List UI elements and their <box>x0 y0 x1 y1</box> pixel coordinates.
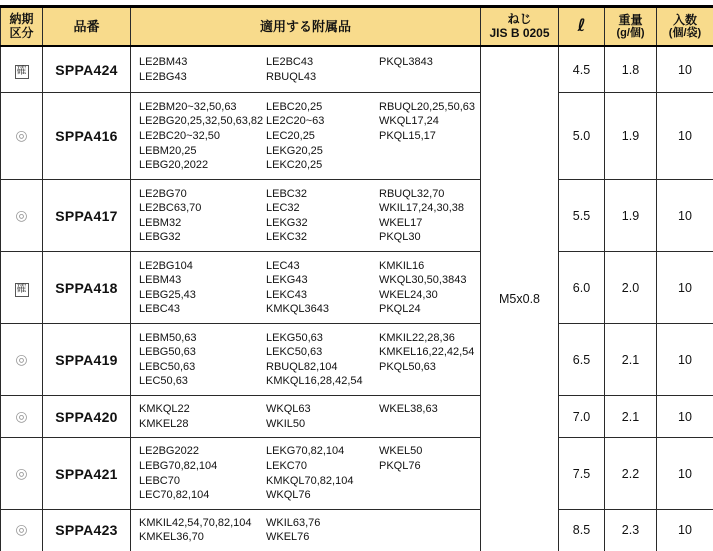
accessory-columns <box>131 253 480 323</box>
delivery-mark: 確 <box>16 283 27 295</box>
delivery-mark-cell <box>1 509 43 551</box>
weight-value: 1.8 <box>605 46 657 93</box>
delivery-mark-cell <box>1 46 43 93</box>
qty-value: 10 <box>657 180 713 252</box>
accessory-item: LEKC32 <box>266 231 307 244</box>
delivery-mark-cell <box>1 180 43 252</box>
delivery-mark: ◎ <box>15 206 28 223</box>
delivery-mark: ◎ <box>15 464 28 481</box>
weight-value: 1.9 <box>605 93 657 180</box>
accessory-column <box>139 402 266 431</box>
accessory-item: KMKIL16 <box>379 259 425 272</box>
col-header-qty-line2: (個/袋) <box>668 26 702 39</box>
weight-value: 2.1 <box>605 396 657 438</box>
accessory-item: WKQL17,24 <box>379 115 439 128</box>
qty-value: 10 <box>657 252 713 324</box>
table-row <box>1 324 713 396</box>
accessories-cell <box>131 396 481 438</box>
accessory-item: LEKG32 <box>266 216 308 229</box>
qty-value: 10 <box>657 438 713 509</box>
accessory-item: LEBM32 <box>139 216 182 229</box>
accessory-item: KMKIL22,28,36 <box>379 331 455 344</box>
accessory-item: LE2BG43 <box>139 70 187 83</box>
accessory-item: LEC70,82,104 <box>139 489 210 502</box>
accessory-item: WKQL63 <box>266 403 311 416</box>
accessory-item: RBUQL82,104 <box>266 360 338 373</box>
accessory-item: LEKG70,82,104 <box>266 445 345 458</box>
accessory-item: LE2BG20,25,32,50,63,82 <box>139 115 264 128</box>
accessory-column <box>266 402 379 431</box>
accessory-item: RBUQL20,25,50,63 <box>379 100 476 113</box>
accessory-column <box>266 100 379 173</box>
accessory-item: LEKC50,63 <box>266 346 323 359</box>
accessory-item: KMKQL16,28,42,54 <box>266 375 363 388</box>
accessory-column <box>139 516 266 545</box>
accessory-column <box>266 331 379 389</box>
accessory-item: PKQL30 <box>379 231 421 244</box>
col-header-screw-line2: JIS B 0205 <box>489 26 550 41</box>
accessory-item: WKEL50 <box>379 445 423 458</box>
col-header-screw-line1: ねじ <box>507 12 532 26</box>
accessory-item: LEBM20,25 <box>139 144 197 157</box>
accessory-columns <box>131 396 480 437</box>
delivery-mark: ◎ <box>15 127 28 144</box>
part-number: SPPA418 <box>43 252 131 324</box>
accessory-column <box>379 402 478 431</box>
accessory-column <box>379 259 478 317</box>
accessories-cell <box>131 324 481 396</box>
accessory-item: PKQL50,63 <box>379 360 436 373</box>
accessory-column <box>139 55 266 84</box>
table-row <box>1 93 713 180</box>
accessory-column <box>379 55 478 84</box>
accessory-item: LEC43 <box>266 259 300 272</box>
delivery-mark-cell <box>1 252 43 324</box>
accessory-item: LEKG43 <box>266 274 308 287</box>
accessory-item: WKEL76 <box>266 531 310 544</box>
accessory-columns <box>131 94 480 179</box>
col-header-delivery <box>1 7 43 46</box>
length-value: 6.5 <box>559 324 605 396</box>
length-value: 6.0 <box>559 252 605 324</box>
length-value: 7.0 <box>559 396 605 438</box>
accessory-item: LEBM50,63 <box>139 331 197 344</box>
part-number: SPPA421 <box>43 438 131 509</box>
accessory-column <box>266 259 379 317</box>
length-value: 5.5 <box>559 180 605 252</box>
accessory-item: PKQL24 <box>379 303 421 316</box>
accessory-item: LE2BG2022 <box>139 445 199 458</box>
accessories-cell <box>131 180 481 252</box>
table-row <box>1 396 713 438</box>
accessory-item: LEBG25,43 <box>139 288 196 301</box>
col-header-part-no: 品番 <box>43 7 131 46</box>
accessory-item: LEKC70 <box>266 460 307 473</box>
accessories-cell <box>131 509 481 551</box>
col-header-accessories: 適用する附属品 <box>131 7 481 46</box>
accessory-item: LE2BC20~32,50 <box>139 129 221 142</box>
accessory-item: KMKQL70,82,104 <box>266 474 354 487</box>
accessory-item: LE2BG104 <box>139 259 193 272</box>
weight-value: 2.0 <box>605 252 657 324</box>
delivery-mark: ◎ <box>15 350 28 367</box>
table-row <box>1 180 713 252</box>
accessory-columns <box>131 49 480 90</box>
accessory-item: LEBM43 <box>139 274 182 287</box>
part-number: SPPA419 <box>43 324 131 396</box>
accessory-item: LEC20,25 <box>266 129 315 142</box>
table-body <box>1 46 713 551</box>
accessory-item: WKIL63,76 <box>266 516 321 529</box>
accessory-item: PKQL3843 <box>379 55 433 68</box>
col-header-weight-line2: (g/個) <box>616 26 645 39</box>
accessory-column <box>139 444 266 502</box>
accessory-item: RBUQL32,70 <box>379 187 445 200</box>
accessory-columns <box>131 181 480 251</box>
col-header-weight-line1: 重量 <box>618 12 643 27</box>
accessory-item: PKQL76 <box>379 460 421 473</box>
part-number: SPPA416 <box>43 93 131 180</box>
accessory-item: WKEL17 <box>379 216 423 229</box>
accessory-item: WKIL50 <box>266 417 306 430</box>
accessory-columns <box>131 510 480 551</box>
accessory-item: LEBG20,2022 <box>139 159 209 172</box>
accessory-item: LE2BM20~32,50,63 <box>139 100 237 113</box>
table-row <box>1 509 713 551</box>
delivery-mark: ◎ <box>15 521 28 538</box>
accessory-item: LEKC20,25 <box>266 159 323 172</box>
col-header-length: ℓ <box>559 7 605 46</box>
table-row <box>1 438 713 509</box>
accessory-item: LEBC50,63 <box>139 360 196 373</box>
accessory-item: KMKIL42,54,70,82,104 <box>139 516 252 529</box>
accessory-item: LEBC20,25 <box>266 100 323 113</box>
delivery-mark-cell <box>1 324 43 396</box>
accessory-item: KMKEL16,22,42,54 <box>379 346 475 359</box>
weight-value: 2.2 <box>605 438 657 509</box>
part-number: SPPA420 <box>43 396 131 438</box>
accessory-item: WKEL38,63 <box>379 403 438 416</box>
accessory-item: WKQL30,50,3843 <box>379 274 467 287</box>
accessory-item: RBUQL43 <box>266 70 317 83</box>
length-value: 8.5 <box>559 509 605 551</box>
accessory-column <box>266 55 379 84</box>
accessory-columns <box>131 325 480 395</box>
part-number: SPPA417 <box>43 180 131 252</box>
accessory-column <box>379 100 478 173</box>
col-header-weight <box>605 7 657 46</box>
accessory-column <box>139 259 266 317</box>
accessory-item: KMKQL3643 <box>266 303 329 316</box>
accessory-item: LEBG70,82,104 <box>139 460 218 473</box>
accessories-cell <box>131 93 481 180</box>
col-header-delivery-line2: 区分 <box>9 26 34 41</box>
accessory-column <box>266 516 379 545</box>
accessory-item: WKEL24,30 <box>379 288 438 301</box>
accessories-cell <box>131 46 481 93</box>
accessories-cell <box>131 252 481 324</box>
table-row <box>1 252 713 324</box>
part-number: SPPA424 <box>43 46 131 93</box>
part-number: SPPA423 <box>43 509 131 551</box>
accessory-item: LEBC43 <box>139 303 180 316</box>
table-row <box>1 46 713 93</box>
accessory-column <box>139 331 266 389</box>
delivery-mark: 確 <box>16 65 27 77</box>
accessory-item: KMKEL28 <box>139 417 189 430</box>
parts-table <box>0 5 713 551</box>
length-value: 5.0 <box>559 93 605 180</box>
accessory-item: LEC32 <box>266 202 300 215</box>
accessory-item: KMKEL36,70 <box>139 531 204 544</box>
col-header-delivery-line1: 納期 <box>9 12 34 26</box>
accessory-item: LEKG50,63 <box>266 331 323 344</box>
accessory-column <box>139 187 266 245</box>
accessory-item: WKQL76 <box>266 489 311 502</box>
accessory-item: LEKC43 <box>266 288 307 301</box>
accessory-item: LE2BC43 <box>266 55 314 68</box>
delivery-mark: ◎ <box>15 407 28 424</box>
accessory-item: PKQL15,17 <box>379 129 436 142</box>
length-value: 7.5 <box>559 438 605 509</box>
header-row <box>1 7 713 46</box>
col-header-qty <box>657 7 713 46</box>
accessory-item: LE2C20~63 <box>266 115 325 128</box>
weight-value: 2.3 <box>605 509 657 551</box>
accessory-item: LEBC32 <box>266 187 307 200</box>
qty-value: 10 <box>657 509 713 551</box>
accessory-column <box>266 444 379 502</box>
accessory-item: LEKG20,25 <box>266 144 323 157</box>
screw-spec-value: M5x0.8 <box>481 46 559 551</box>
accessory-item: KMKQL22 <box>139 403 190 416</box>
accessories-cell <box>131 438 481 509</box>
accessory-item: LEC50,63 <box>139 375 188 388</box>
accessory-item: LE2BC63,70 <box>139 202 202 215</box>
col-header-qty-line1: 入数 <box>672 12 697 27</box>
accessory-item: LEBG50,63 <box>139 346 196 359</box>
qty-value: 10 <box>657 93 713 180</box>
table-header <box>1 7 713 46</box>
weight-value: 2.1 <box>605 324 657 396</box>
weight-value: 1.9 <box>605 180 657 252</box>
accessory-item: WKIL17,24,30,38 <box>379 202 465 215</box>
accessory-column <box>379 444 478 502</box>
accessory-column <box>139 100 266 173</box>
qty-value: 10 <box>657 324 713 396</box>
length-value: 4.5 <box>559 46 605 93</box>
col-header-screw <box>481 7 559 46</box>
accessory-columns <box>131 438 480 508</box>
accessory-item: LEBG32 <box>139 231 181 244</box>
accessory-item: LE2BM43 <box>139 55 188 68</box>
accessory-column <box>379 516 478 545</box>
delivery-mark-cell <box>1 93 43 180</box>
accessory-item: LEBC70 <box>139 474 180 487</box>
accessory-item: LE2BG70 <box>139 187 187 200</box>
qty-value: 10 <box>657 46 713 93</box>
delivery-mark-cell <box>1 438 43 509</box>
delivery-mark-cell <box>1 396 43 438</box>
accessory-column <box>379 331 478 389</box>
accessory-column <box>266 187 379 245</box>
qty-value: 10 <box>657 396 713 438</box>
accessory-column <box>379 187 478 245</box>
